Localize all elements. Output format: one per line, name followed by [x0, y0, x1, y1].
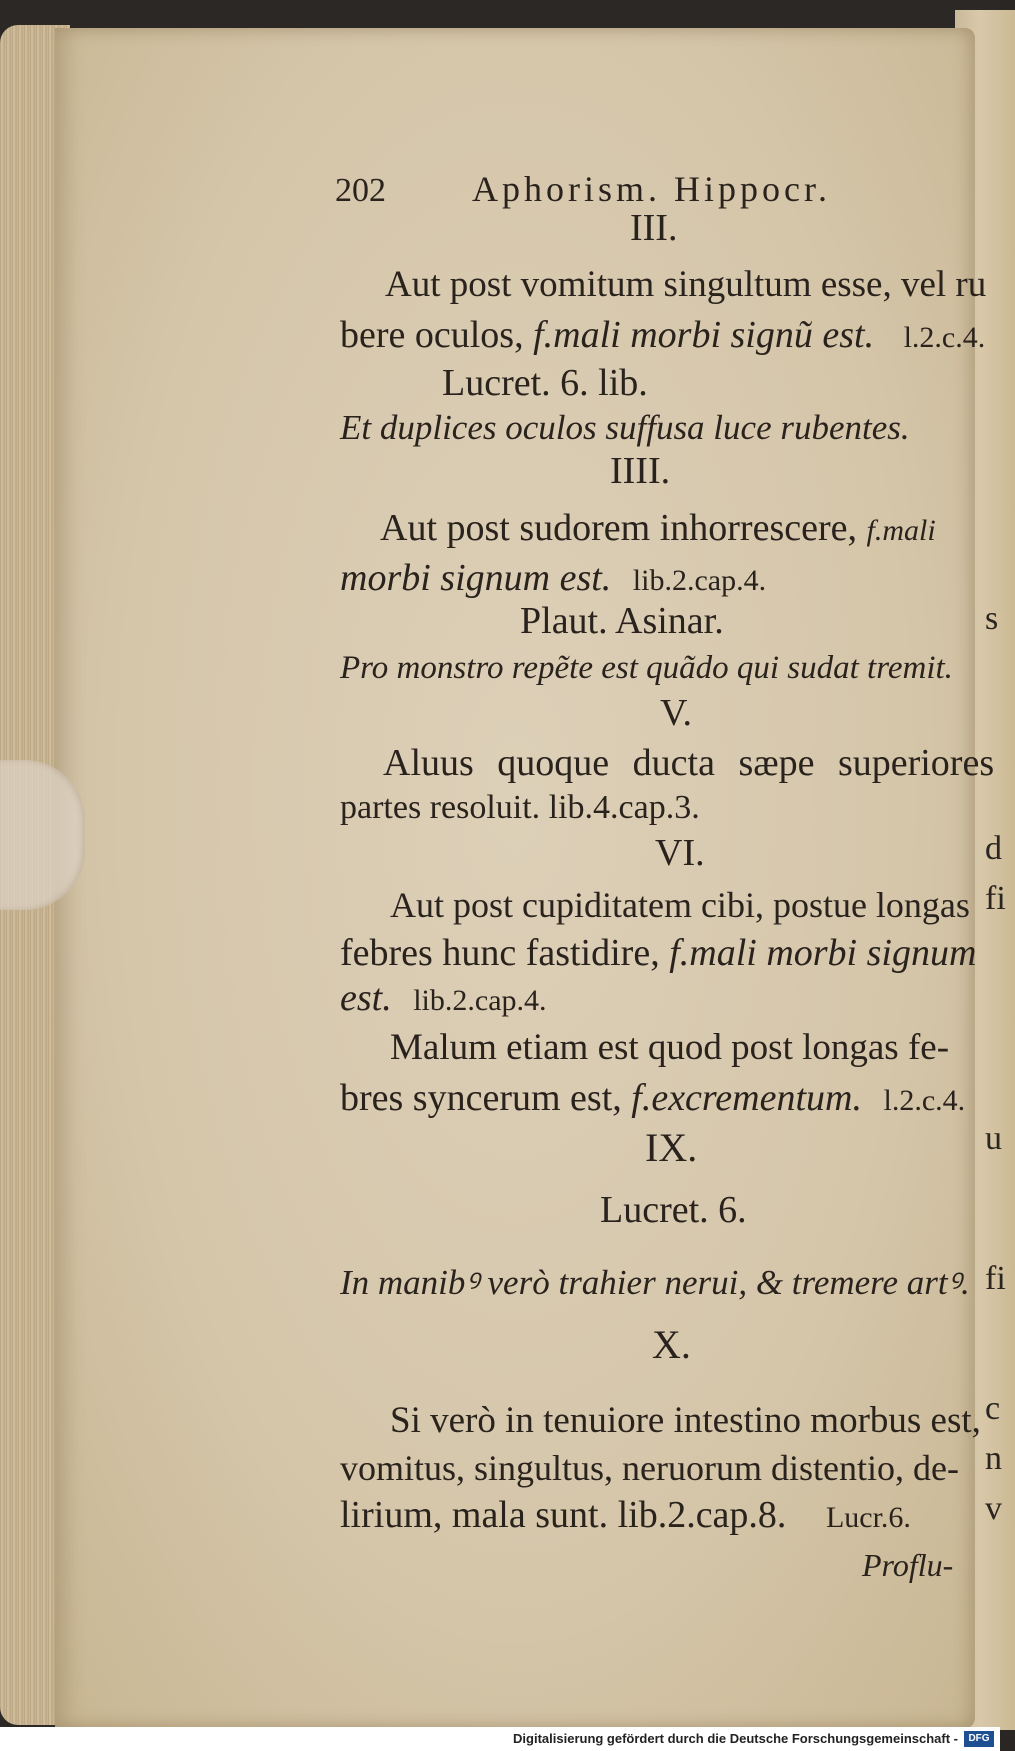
dfg-logo: DFG: [964, 1731, 994, 1747]
sec5-line1: Aluus quoque ducta sæpe superiores: [383, 742, 995, 784]
section-number-10: X.: [652, 1322, 691, 1367]
sec6-line5-text: bres syncerum est,: [340, 1077, 622, 1119]
sec4-line1-italic: f.mali: [866, 514, 936, 547]
sec6-line5: [340, 1075, 965, 1124]
sec3-line2: [340, 312, 985, 361]
sec4-line3: Plaut. Asinar.: [520, 600, 724, 642]
sec3-line3: Lucret. 6. lib.: [442, 362, 648, 404]
sec6-line2: [340, 930, 976, 976]
facing-fragment: u: [985, 1120, 1002, 1157]
footer-credit: Digitalisierung gefördert durch die Deutsche Forschungsgemeinschaft -: [513, 1731, 958, 1746]
section-number-4: IIII.: [610, 450, 671, 492]
running-title: Aphorism. Hippocr.: [472, 169, 831, 209]
sec10-line3-text: lirium, mala sunt. lib.2.cap.8.: [340, 1494, 787, 1536]
catchword: Proflu-: [862, 1547, 954, 1583]
section-number-6: VI.: [655, 832, 705, 874]
sec10-line3-ref: Lucr.6.: [825, 1501, 911, 1534]
sec10-line1: Si verò in tenuiore intestino morbus est,: [390, 1400, 981, 1441]
sec4-line1: [380, 505, 936, 554]
facing-fragment: d: [985, 830, 1002, 867]
sec3-line2-italic: f.mali morbi signũ est.: [533, 314, 875, 356]
sec4-line2: [340, 555, 766, 604]
sec6-line2-text: febres hunc fastidire,: [340, 932, 660, 974]
sec3-line1: Aut post vomitum singultum esse, vel ru: [385, 264, 987, 305]
sec4-line2-italic: morbi signum est.: [340, 557, 612, 599]
sec3-line4: Et duplices oculos suffusa luce rubentes.: [340, 408, 910, 447]
sec6-line1: Aut post cupiditatem cibi, postue longas: [390, 885, 970, 925]
sec10-line3: [340, 1492, 911, 1541]
digitization-footer: [0, 1727, 1000, 1751]
sec6-line2-italic: f.mali morbi signum: [669, 932, 977, 974]
section-number-9: IX.: [645, 1125, 698, 1170]
sec5-line2: partes resoluit. lib.4.cap.3.: [340, 789, 700, 826]
sec9-line2: In manibꝰ verò trahier nerui, & tremere artꝰ.: [340, 1263, 970, 1302]
facing-fragment: s: [985, 600, 999, 637]
sec6-line3-italic: est.: [340, 977, 392, 1019]
sec3-line2-text: bere oculos,: [340, 314, 524, 356]
facing-fragment: c: [985, 1390, 1001, 1427]
facing-fragment: v: [985, 1490, 1002, 1527]
sec4-line2-ref: lib.2.cap.4.: [632, 564, 767, 597]
facing-fragment: fi: [985, 1260, 1006, 1297]
sec6-line4: Malum etiam est quod post longas fe-: [390, 1027, 950, 1068]
sec4-line4: Pro monstro repẽte est quãdo qui sudat tremit.: [340, 650, 953, 686]
sec4-line1-text: Aut post sudorem inhorrescere,: [380, 507, 857, 549]
sec6-line3: [340, 975, 547, 1024]
section-number-3: III.: [630, 207, 678, 249]
sec10-line2: vomitus, singultus, neruorum distentio, de-: [340, 1448, 959, 1488]
sec6-line5-ref: l.2.c.4.: [883, 1084, 966, 1117]
section-number-5: V.: [660, 692, 693, 734]
facing-fragment: fi: [985, 880, 1006, 917]
sec6-line5-italic: f.excrementum.: [631, 1077, 862, 1119]
sec3-line2-ref: l.2.c.4.: [903, 321, 986, 354]
facing-fragment: n: [985, 1440, 1002, 1477]
sec6-line3-ref: lib.2.cap.4.: [413, 984, 547, 1017]
page-number: 202: [335, 172, 386, 209]
sec9-line1: Lucret. 6.: [600, 1189, 747, 1231]
